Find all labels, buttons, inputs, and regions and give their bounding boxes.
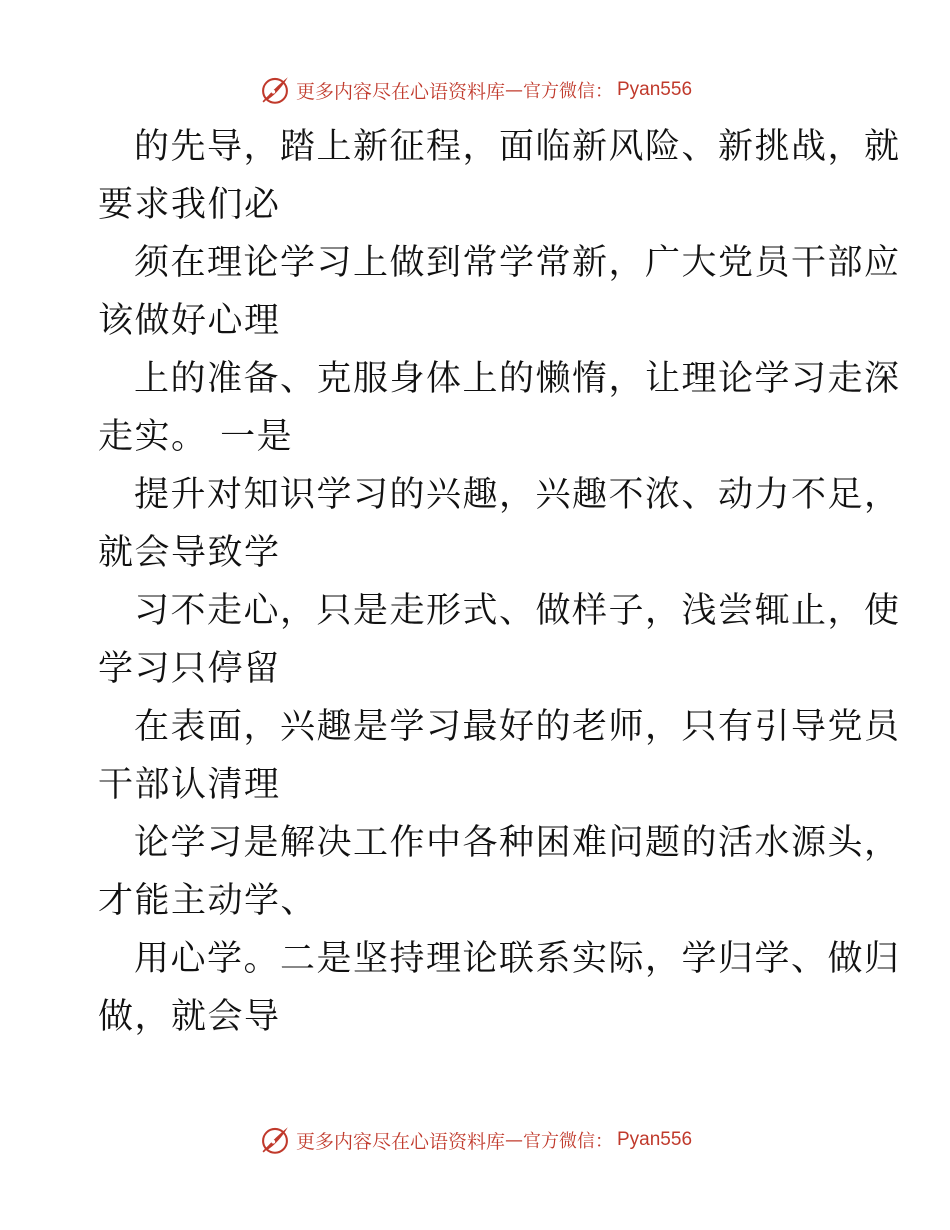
watermark-wechat-id: Pyan556 — [617, 79, 693, 100]
paragraph-line: 的先导，踏上新征程，面临新风险、新挑战，就 — [134, 127, 901, 167]
watermark-brand: 更多内容尽在心语资料库 — [295, 80, 505, 103]
quill-pen-logo-icon — [258, 1123, 292, 1157]
paragraph — [98, 118, 901, 234]
paragraph-line: 论学习是解决工作中各种困难问题的活水源头， — [134, 823, 901, 863]
watermark-separator: — — [505, 79, 523, 101]
paragraph — [98, 234, 901, 350]
paragraph — [98, 698, 901, 814]
header-watermark — [0, 72, 950, 108]
paragraph-line: 就会导致学 — [98, 533, 281, 573]
watermark-label: 官方微信： — [523, 1131, 613, 1152]
document-body — [98, 118, 901, 1046]
paragraph — [98, 350, 901, 466]
watermark-separator: — — [505, 1129, 523, 1151]
watermark-brand: 更多内容尽在心语资料库 — [295, 1130, 505, 1153]
paragraph-line: 须在理论学习上做到常学常新，广大党员干部应 — [134, 243, 901, 283]
paragraph-line: 用心学。二是坚持理论联系实际，学归学、做归 — [134, 939, 901, 979]
paragraph-line: 干部认清理 — [98, 765, 281, 805]
paragraph-line: 上的准备、克服身体上的懒惰，让理论学习走深 — [134, 359, 901, 399]
paragraph — [98, 466, 901, 582]
paragraph-line: 习不走心，只是走形式、做样子，浅尝辄止，使 — [134, 591, 901, 631]
paragraph-line: 才能主动学、 — [98, 881, 318, 921]
paragraph-line: 走实。 一是 — [98, 417, 294, 457]
paragraph — [98, 582, 901, 698]
watermark-label: 官方微信： — [523, 81, 613, 102]
paragraph-line: 要求我们必 — [98, 185, 281, 225]
paragraph-line: 提升对知识学习的兴趣，兴趣不浓、动力不足， — [134, 475, 901, 515]
footer-watermark — [0, 1122, 950, 1158]
paragraph — [98, 814, 901, 930]
watermark-wechat-id: Pyan556 — [617, 1129, 693, 1150]
paragraph-line: 该做好心理 — [98, 301, 281, 341]
paragraph — [98, 930, 901, 1046]
paragraph-line: 做，就会导 — [98, 997, 281, 1037]
quill-pen-logo-icon — [258, 73, 292, 107]
paragraph-line: 学习只停留 — [98, 649, 281, 689]
paragraph-line: 在表面，兴趣是学习最好的老师，只有引导党员 — [134, 707, 901, 747]
